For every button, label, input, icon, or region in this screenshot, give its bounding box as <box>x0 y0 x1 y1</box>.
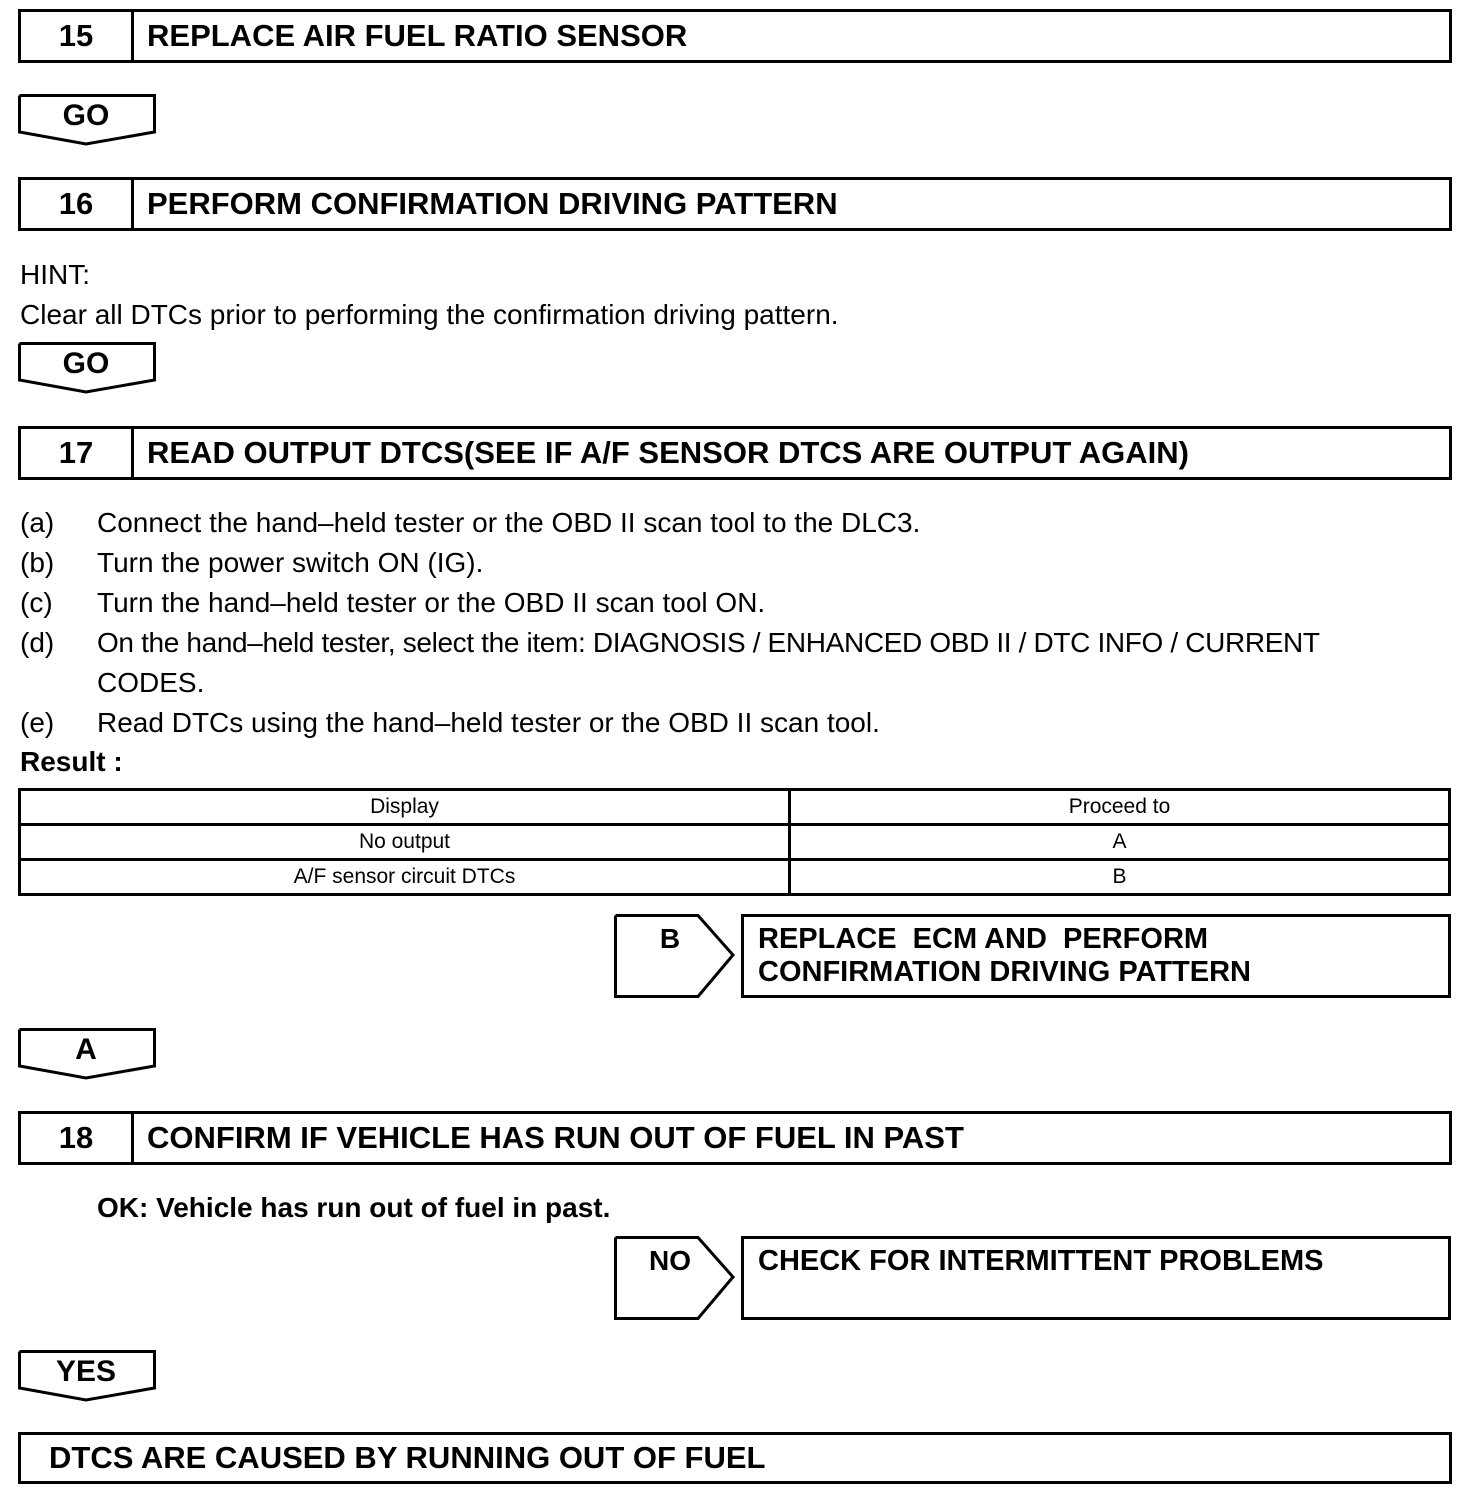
procedure-text: On the hand–held tester, select the item: DIAGNOSIS / ENHANCED OBD II / DTC INFO / CURRENT <box>97 627 1320 658</box>
hint-text: Clear all DTCs prior to performing the confirmation driving pattern. <box>20 299 839 330</box>
table-header-cell: Proceed to <box>790 790 1450 825</box>
yes-label: YES <box>55 1355 117 1388</box>
final-conclusion-box <box>18 1432 1452 1484</box>
yes-arrow <box>18 1350 156 1402</box>
branch-label: NO <box>649 1245 691 1276</box>
step-16-header <box>18 177 1452 231</box>
branch-no-box <box>741 1236 1451 1320</box>
step-15-header <box>18 9 1452 63</box>
result-table <box>18 788 1451 896</box>
step-title: PERFORM CONFIRMATION DRIVING PATTERN <box>147 186 838 221</box>
step-number: 15 <box>21 12 134 60</box>
a-arrow <box>18 1028 156 1080</box>
table-cell: No output <box>20 825 790 860</box>
procedure-letter: (c) <box>20 587 53 618</box>
table-row <box>20 825 1450 860</box>
a-label: A <box>75 1033 97 1066</box>
table-cell: A <box>790 825 1450 860</box>
step-number: 16 <box>21 180 134 228</box>
table-row <box>20 860 1450 895</box>
procedure-letter: (d) <box>20 627 55 658</box>
branch-action-text: CHECK FOR INTERMITTENT PROBLEMS <box>758 1245 1324 1277</box>
step-18-header <box>18 1111 1452 1165</box>
go-arrow <box>18 342 156 394</box>
hint-label: HINT: <box>20 259 90 290</box>
step-title: CONFIRM IF VEHICLE HAS RUN OUT OF FUEL IN PAST <box>147 1120 964 1155</box>
procedure-text: Turn the hand–held tester or the OBD II scan tool ON. <box>97 587 766 618</box>
step-title: REPLACE AIR FUEL RATIO SENSOR <box>147 18 688 53</box>
procedure-text: Turn the power switch ON (IG). <box>97 547 484 578</box>
go-label: GO <box>62 99 110 132</box>
procedure-text: Connect the hand–held tester or the OBD II scan tool to the DLC3. <box>97 507 921 538</box>
branch-label: B <box>659 923 681 954</box>
procedure-letter: (a) <box>20 507 55 538</box>
procedure-letter: (b) <box>20 547 55 578</box>
procedure-letter: (e) <box>20 707 55 738</box>
go-arrow <box>18 94 156 146</box>
step-number: 18 <box>21 1114 134 1162</box>
table-header-row <box>20 790 1450 825</box>
procedure-text: Read DTCs using the hand–held tester or the OBD II scan tool. <box>97 707 880 738</box>
result-label: Result : <box>20 746 123 777</box>
step-title: READ OUTPUT DTCS(SEE IF A/F SENSOR DTCS ARE OUTPUT AGAIN) <box>147 435 1189 470</box>
branch-b-arrow <box>614 914 736 998</box>
table-cell: B <box>790 860 1450 895</box>
table-header-cell: Display <box>20 790 790 825</box>
procedure-text-continued: CODES. <box>97 667 205 698</box>
step-17-header <box>18 426 1452 480</box>
table-cell: A/F sensor circuit DTCs <box>20 860 790 895</box>
final-conclusion-text: DTCS ARE CAUSED BY RUNNING OUT OF FUEL <box>49 1440 766 1475</box>
go-label: GO <box>62 347 110 380</box>
branch-b-box <box>741 914 1451 998</box>
ok-criteria: OK: Vehicle has run out of fuel in past. <box>97 1192 611 1223</box>
branch-action-text: REPLACE ECM AND PERFORM CONFIRMATION DRIVING PATTERN <box>758 923 1251 988</box>
step-number: 17 <box>21 429 134 477</box>
branch-no-arrow <box>614 1236 736 1320</box>
